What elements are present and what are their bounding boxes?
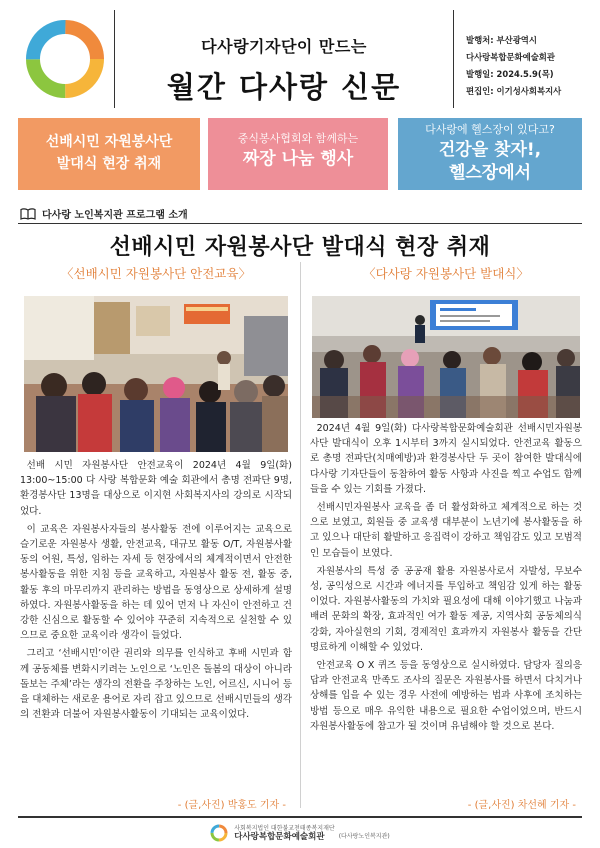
publication-info xyxy=(466,32,590,100)
left-byline: - (글,사진) 박홍도 기자 - xyxy=(177,800,286,811)
masthead-subtitle: 다사랑기자단이 만드는 xyxy=(201,37,367,56)
paragraph: 그리고 ‘선배시민’이란 권리와 의무를 인식하고 후배 시민과 함께 공동체를 변화시키려는 노인으로 ‘노인은 돌봄의 대상이 아니라 돌보는 주체’라는 생각의 전환을 주창하는 노인, 어르신, 시니어 등을 대체하는 새로운 용어로 자리 잡고 있으므로 선배시민들의 생각의 전환과 더불어 자원봉사활동이 기대되는 교육이었다. xyxy=(20,648,292,721)
paragraph: 자원봉사의 특성 중 공공재 활용 자원봉사로서 자발성, 무보수성, 공익성으로 시간과 에너지를 투입하고 책임감 있게 하는 활동이었다. 자원봉사활동의 가치와 필요성에 대해 이야기했고 나눔과 배려 문화의 확장, 효과적인 여가 활동 제공, 지역사회 공동체의식 강화, 자아실현의 기회, 경제적인 효과까지 자원봉사 활동을 간단명료하게 이해할 수 있었다. xyxy=(310,565,582,653)
book-icon xyxy=(20,208,36,220)
footer-foundation: 사회복지법인 대한불교천태종복지재단 xyxy=(234,825,335,832)
footer-subtitle: (다사랑노인복지관) xyxy=(338,833,390,840)
paragraph: 2024년 4월 9일(화) 다사랑복합문화예술회관 선배시민자원봉사단 발대식이 오후 1시부터 3까지 실시되었다. 안전교육 활동으로 총명 전파단(치매예방)과 환경봉사단 두 곳이 참여한 발대식에 다사랑 기자단들이 동참하여 활동 사항과 사진을 찍고 수업도 함께 들을 수 있는 기회를 가졌다. xyxy=(310,423,582,495)
publisher-org: 다사랑복합문화예술회관 xyxy=(466,52,555,62)
section-label xyxy=(20,206,188,221)
highlight-line: 짜장 나눔 행사 xyxy=(242,149,354,169)
paragraph: 선배시민자원봉사 교육을 좀 더 활성화하고 체계적으로 하는 것으로 보였고, 회원들 중 교육생 대부분이 노년기에 봉사활동을 하고 있으나 대단히 활발하고 응집력이 강하고 책임감도 있고 모범적인 모습들이 보였다. xyxy=(310,502,582,559)
section-divider xyxy=(18,223,582,224)
launch-ceremony-photo xyxy=(312,296,580,418)
highlight-line: 선배시민 자원봉사단 xyxy=(45,134,173,150)
highlight-line: 발대식 현장 취재 xyxy=(56,156,162,172)
paragraph: 선배 시민 자원봉사단 안전교육이 2024년 4월 9일(화) 13:00~15:00 다 사랑 복합문화 예술 회관에서 총명 전파단 9명, 환경봉사단 13명을 대상으로 이지현 사회복지사의 강의로 시작되었다. xyxy=(20,460,292,517)
highlight-gym[interactable] xyxy=(398,118,582,190)
safety-education-photo xyxy=(24,296,288,452)
right-article-body xyxy=(310,421,582,737)
footer-organization: 다사랑복합문화예술회관 xyxy=(234,832,325,842)
paragraph: 안전교육 O X 퀴즈 등을 동영상으로 실시하였다. 담당자 질의응답과 안전교육 만족도 조사의 질문은 자원봉사를 하면서 다치거나 상해를 입을 수 있는 경우 사전에 예방하는 법과 사후에 조치하는 방법 등으로 매우 유익한 내용으로 필요한 수업이었으며, 반드시 자원봉사활동에 참고가 될 것이며 유념해야 할 것으로 본다. xyxy=(310,660,582,732)
masthead-title: 월간 다사랑 신문 xyxy=(166,70,402,104)
highlight-line: 건강을 찾자!, xyxy=(438,140,542,160)
footer xyxy=(0,820,600,846)
bottom-divider xyxy=(18,816,582,818)
section-label-text: 다사랑 노인복지관 프로그램 소개 xyxy=(42,210,188,221)
highlight-volunteer-ceremony[interactable] xyxy=(18,118,200,190)
footer-text xyxy=(234,824,334,842)
column-divider xyxy=(300,262,301,808)
right-column-title: 〈다사랑 자원봉사단 발대식〉 xyxy=(363,266,529,281)
masthead xyxy=(14,10,586,108)
publish-date: 발행일: 2024.5.9(목) xyxy=(466,69,554,79)
highlight-line: 다사랑에 헬스장이 있다고? xyxy=(425,123,555,136)
newspaper-logo-icon xyxy=(18,14,112,104)
highlight-line: 중식봉사협회와 함께하는 xyxy=(237,132,359,145)
highlight-line: 헬스장에서 xyxy=(448,163,532,183)
article-headline: 선배시민 자원봉사단 발대식 현장 취재 xyxy=(109,234,491,260)
highlight-jjajang-event[interactable] xyxy=(208,118,388,190)
title-block xyxy=(114,10,454,108)
right-byline: - (글,사진) 차선혜 기자 - xyxy=(467,800,576,811)
left-article-body xyxy=(20,458,292,725)
editor: 편집인: 이기성사회복지사 xyxy=(466,86,562,96)
paragraph: 이 교육은 자원봉사자들의 봉사활동 전에 이루어지는 교육으로 슬기로운 자원봉사 생활, 안전교육, 대규모 활동 O/T, 자원봉사활동의 어원, 특성, 임하는 자세 등 현장에서의 체계적이면서 안전한 봉사활동을 위한 지침 등을 교육하고, 자원봉사 활동 전, 활동 중, 활동 후의 마무리까지 관리하는 방법을 동영상으로 상세하게 설명하였다. 자원봉사활동을 하는 데 있어 먼저 나 자신이 안전하고 건강한 신심으로 활동할 수 있어야 꾸준히 지속적으로 실천할 수 있으므로 중요한 교육이라 생각이 들었다. xyxy=(20,523,292,642)
footer-logo-icon xyxy=(210,824,228,842)
publisher: 발행처: 부산광역시 xyxy=(466,35,537,45)
left-column-title: 〈선배시민 자원봉사단 안전교육〉 xyxy=(61,266,251,281)
